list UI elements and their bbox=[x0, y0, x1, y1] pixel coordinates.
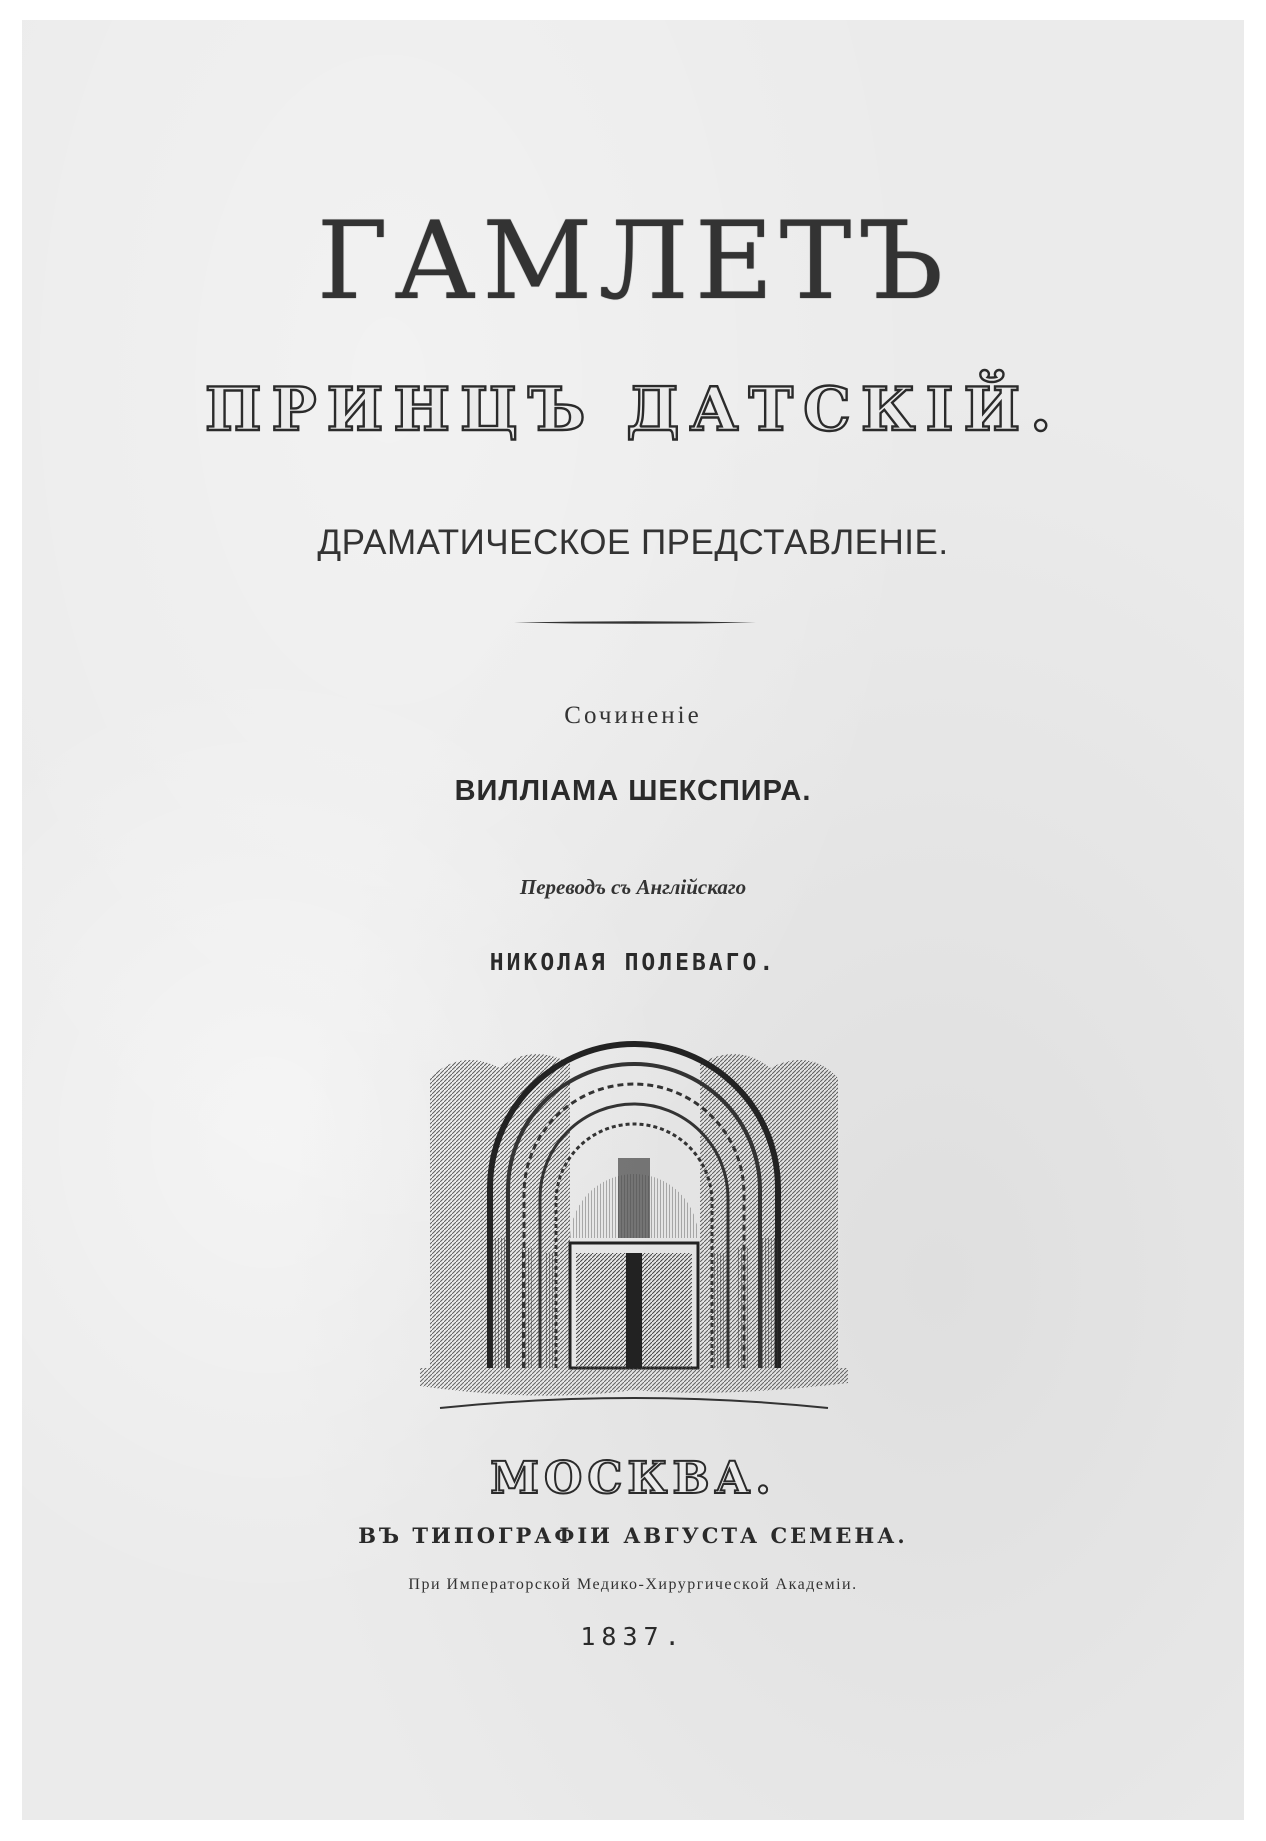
translator-name: НИКОЛАЯ ПОЛЕВАГО. bbox=[489, 950, 777, 976]
book-title: ГАМЛЕТЪ bbox=[316, 199, 950, 324]
gothic-arch-vignette bbox=[420, 1038, 848, 1422]
decorative-rule bbox=[514, 620, 756, 625]
city-name: МОСКВА. bbox=[490, 1453, 776, 1504]
publication-year: 1837. bbox=[580, 1622, 686, 1651]
author-name: ВИЛЛІАМА ШЕКСПИРА. bbox=[454, 775, 812, 807]
translation-note: Переводъ съ Англійскаго bbox=[519, 875, 747, 899]
title-page bbox=[22, 20, 1244, 1820]
works-of-line: Сочиненіе bbox=[564, 702, 702, 729]
printer-line: ВЪ ТИПОГРАФІИ АВГУСТА СЕМЕНА. bbox=[358, 1523, 908, 1548]
genre-line: ДРАМАТИЧЕСКОЕ ПРЕДСТАВЛЕНІЕ. bbox=[317, 523, 949, 562]
book-subtitle: ПРИНЦЪ ДАТСКІЙ. bbox=[204, 375, 1062, 445]
academy-line: При Императорской Медико-Хирургической Академіи. bbox=[408, 1576, 858, 1593]
